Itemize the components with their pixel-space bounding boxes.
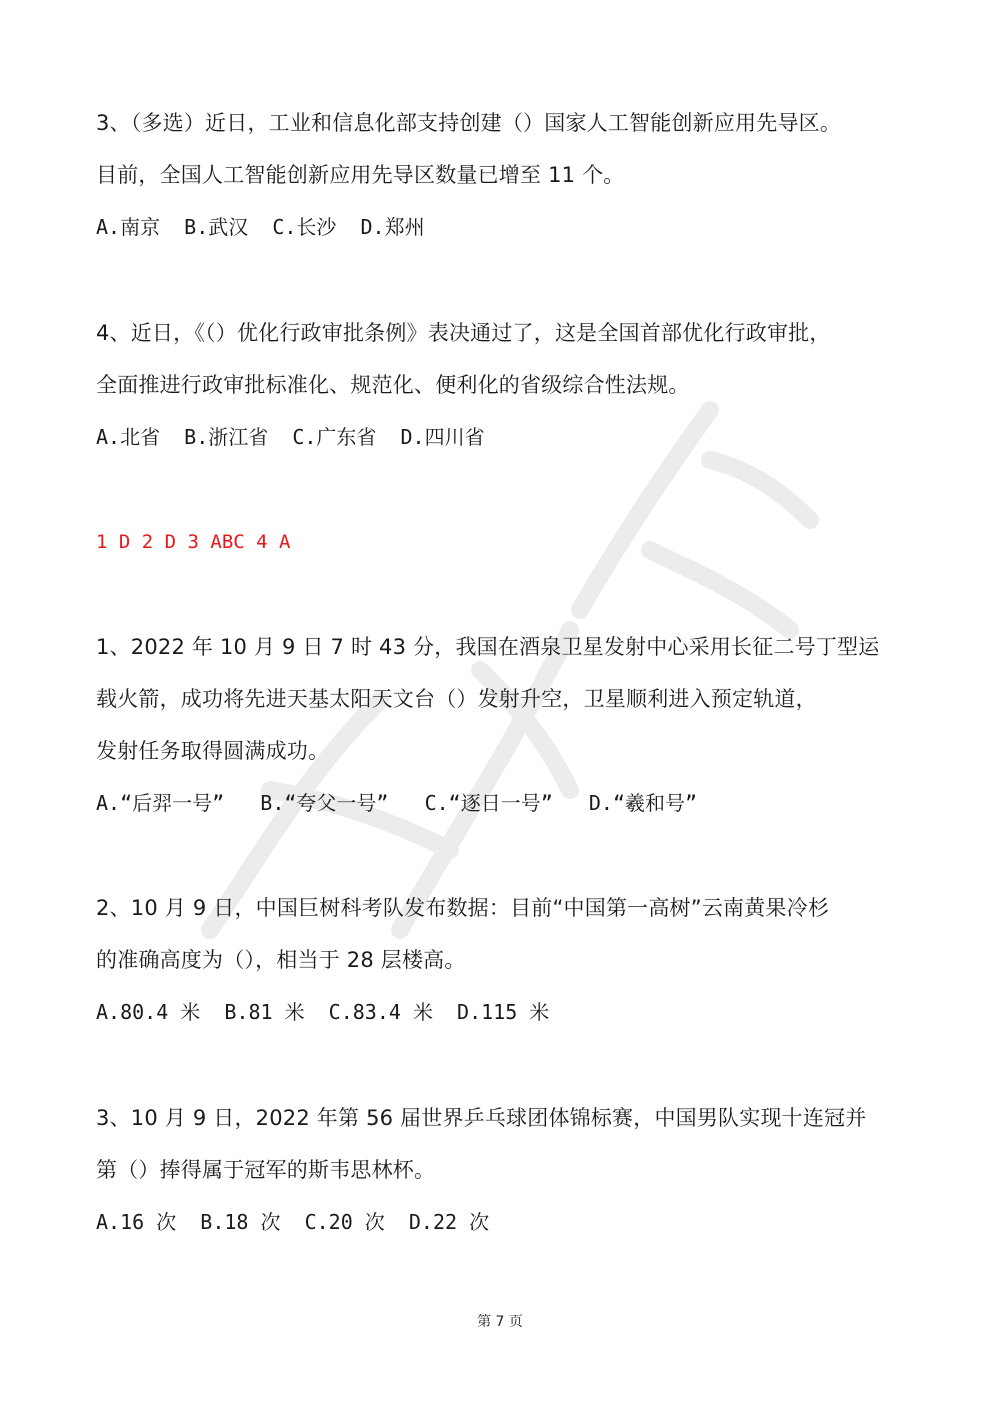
question-1-options: A.“后羿一号” B.“夸父一号” C.“逐日一号” D.“羲和号” xyxy=(96,791,698,815)
watermark-graphic xyxy=(150,370,850,970)
question-1-line-1: 1、2022 年 10 月 9 日 7 时 43 分，我国在酒泉卫星发射中心采用长征二号丁型运 xyxy=(96,635,880,659)
question-3-options: A.16 次 B.18 次 C.20 次 D.22 次 xyxy=(96,1210,490,1234)
question-2-line-2: 的准确高度为（），相当于 28 层楼高。 xyxy=(96,948,466,972)
question-4-line-1: 4、近日，《（）优化行政审批条例》表决通过了，这是全国首部优化行政审批， xyxy=(96,321,831,345)
question-2-options: A.80.4 米 B.81 米 C.83.4 米 D.115 米 xyxy=(96,1000,550,1024)
question-3-line-2: 第（）捧得属于冠军的斯韦思林杯。 xyxy=(96,1158,436,1182)
question-3-line-1: 3、10 月 9 日，2022 年第 56 届世界乒乓球团体锦标赛，中国男队实现十连冠并 xyxy=(96,1106,867,1130)
question-3-multi-options: A.南京 B.武汉 C.长沙 D.郑州 xyxy=(96,215,425,239)
page-number: 第 7 页 xyxy=(477,1314,523,1330)
question-1-line-2: 载火箭，成功将先进天基太阳天文台（）发射升空，卫星顺利进入预定轨道， xyxy=(96,687,817,711)
question-4-line-2: 全面推进行政审批标准化、规范化、便利化的省级综合性法规。 xyxy=(96,373,690,397)
question-3-multi-line-2: 目前，全国人工智能创新应用先导区数量已增至 11 个。 xyxy=(96,163,625,187)
question-4-options: A.北省 B.浙江省 C.广东省 D.四川省 xyxy=(96,425,485,449)
question-3-multi-line-1: 3、（多选）近日，工业和信息化部支持创建（）国家人工智能创新应用先导区。 xyxy=(96,111,842,135)
question-1-line-3: 发射任务取得圆满成功。 xyxy=(96,739,330,763)
answer-key: 1 D 2 D 3 ABC 4 A xyxy=(96,531,291,553)
question-2-line-1: 2、10 月 9 日，中国巨树科考队发布数据：目前“中国第一高树”云南黄果冷杉 xyxy=(96,896,830,920)
